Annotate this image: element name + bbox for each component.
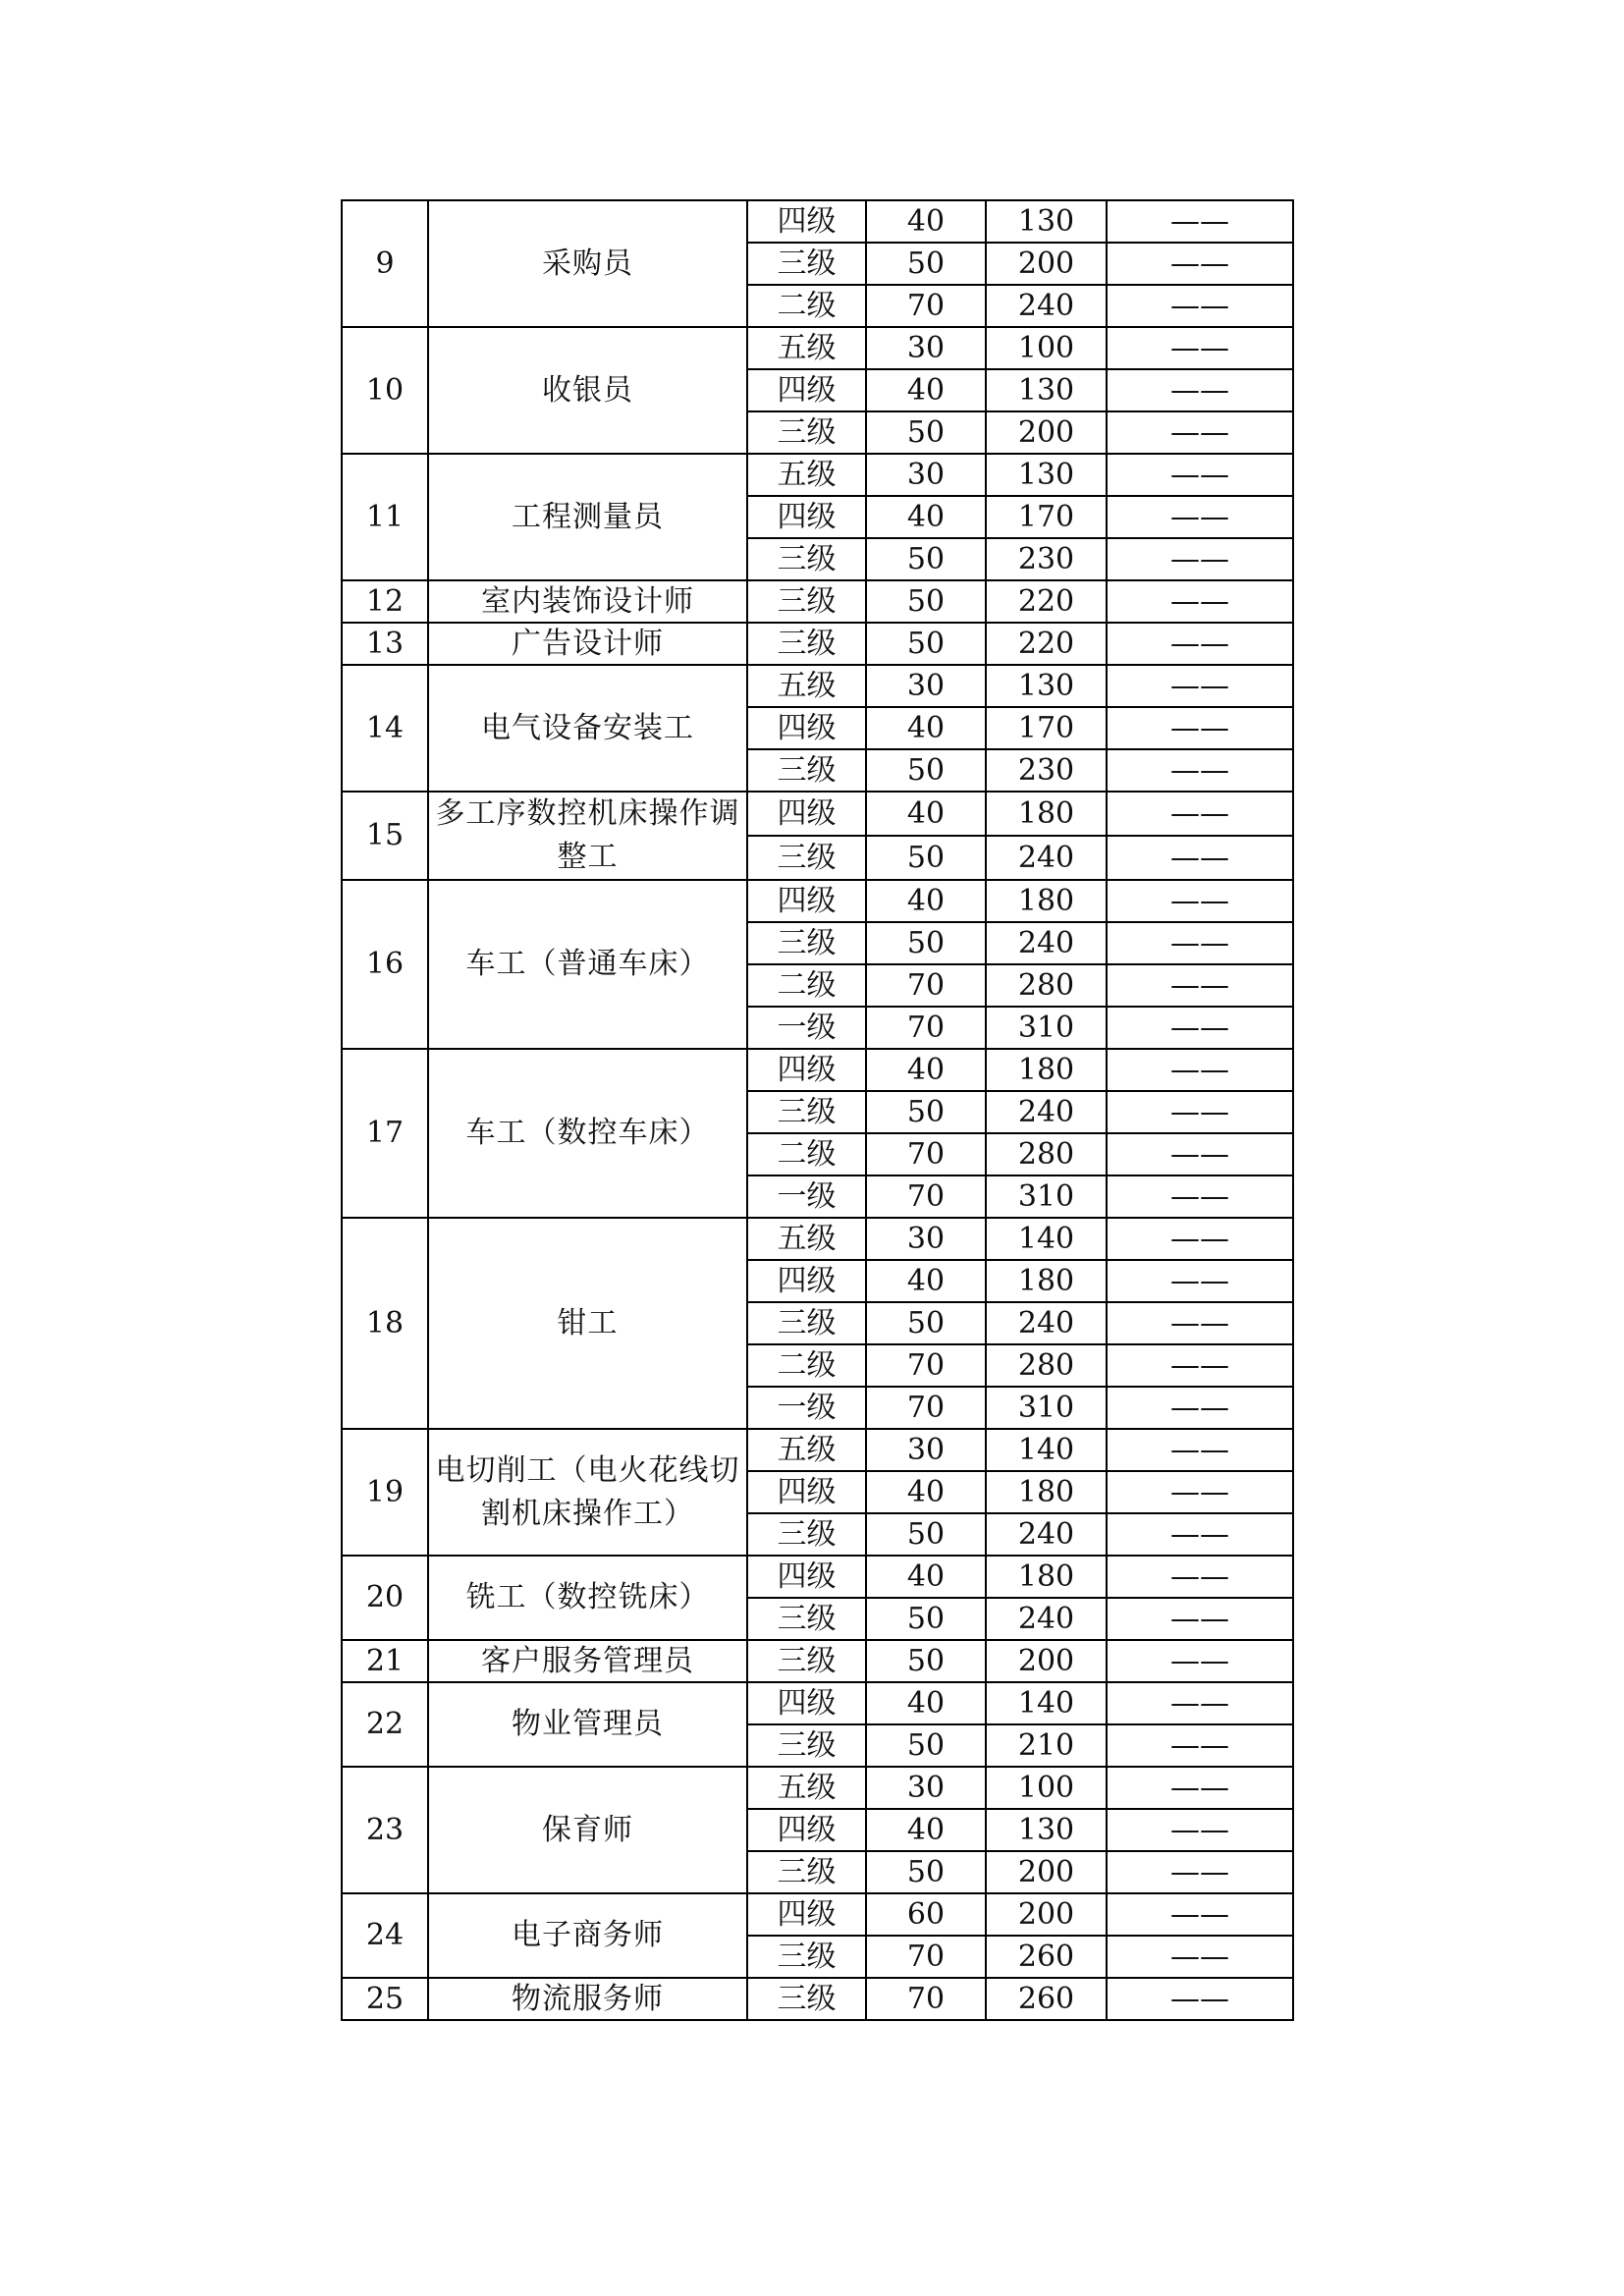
skill-level: 四级 xyxy=(747,1682,866,1724)
occupation-name: 收银员 xyxy=(428,327,747,454)
skill-level: 三级 xyxy=(747,623,866,665)
fee-value-a: 40 xyxy=(866,369,986,411)
skill-level: 三级 xyxy=(747,1936,866,1978)
skill-level: 三级 xyxy=(747,836,866,880)
fee-value-c: —— xyxy=(1107,1133,1293,1175)
occupation-name: 电切削工（电火花线切割机床操作工） xyxy=(428,1429,747,1556)
fee-value-a: 40 xyxy=(866,1556,986,1598)
occupation-number: 22 xyxy=(342,1682,428,1767)
skill-level: 一级 xyxy=(747,1387,866,1429)
fee-value-b: 200 xyxy=(986,1640,1107,1682)
fee-value-b: 260 xyxy=(986,1936,1107,1978)
fee-value-b: 240 xyxy=(986,1598,1107,1640)
skill-level: 四级 xyxy=(747,369,866,411)
fee-value-b: 100 xyxy=(986,327,1107,369)
skill-level: 三级 xyxy=(747,922,866,964)
skill-level: 五级 xyxy=(747,454,866,496)
fee-value-a: 30 xyxy=(866,327,986,369)
occupation-number: 24 xyxy=(342,1893,428,1978)
fee-value-c: —— xyxy=(1107,411,1293,454)
fee-value-b: 200 xyxy=(986,411,1107,454)
fee-value-c: —— xyxy=(1107,749,1293,792)
fee-value-b: 220 xyxy=(986,580,1107,623)
fee-value-a: 70 xyxy=(866,1133,986,1175)
fee-value-b: 180 xyxy=(986,1556,1107,1598)
skill-level: 五级 xyxy=(747,1429,866,1471)
skill-level: 四级 xyxy=(747,1809,866,1851)
fee-value-c: —— xyxy=(1107,1556,1293,1598)
fee-value-b: 240 xyxy=(986,836,1107,880)
fee-value-b: 140 xyxy=(986,1218,1107,1260)
skill-level: 五级 xyxy=(747,1767,866,1809)
occupation-name: 电气设备安装工 xyxy=(428,665,747,792)
fee-value-c: —— xyxy=(1107,1513,1293,1556)
occupation-name: 广告设计师 xyxy=(428,623,747,665)
table-row xyxy=(342,200,1293,243)
fee-value-a: 70 xyxy=(866,1175,986,1218)
occupation-number: 10 xyxy=(342,327,428,454)
fee-value-b: 140 xyxy=(986,1682,1107,1724)
occupation-name: 室内装饰设计师 xyxy=(428,580,747,623)
fee-value-c: —— xyxy=(1107,792,1293,836)
skill-level: 三级 xyxy=(747,1724,866,1767)
fee-value-c: —— xyxy=(1107,1598,1293,1640)
fee-value-a: 40 xyxy=(866,707,986,749)
fee-value-a: 50 xyxy=(866,922,986,964)
fee-value-c: —— xyxy=(1107,1344,1293,1387)
fee-value-c: —— xyxy=(1107,1091,1293,1133)
table-row xyxy=(342,454,1293,496)
fee-value-c: —— xyxy=(1107,285,1293,327)
fee-value-a: 50 xyxy=(866,1724,986,1767)
fee-value-a: 60 xyxy=(866,1893,986,1936)
occupation-name: 客户服务管理员 xyxy=(428,1640,747,1682)
fee-value-a: 40 xyxy=(866,496,986,538)
fee-value-a: 70 xyxy=(866,1936,986,1978)
fee-value-a: 30 xyxy=(866,454,986,496)
fee-value-b: 240 xyxy=(986,1091,1107,1133)
fee-value-a: 40 xyxy=(866,1049,986,1091)
skill-level: 四级 xyxy=(747,880,866,922)
fee-value-c: —— xyxy=(1107,623,1293,665)
fee-value-a: 50 xyxy=(866,1598,986,1640)
table-row xyxy=(342,623,1293,665)
fee-value-c: —— xyxy=(1107,1724,1293,1767)
table-row xyxy=(342,1682,1293,1724)
fee-value-c: —— xyxy=(1107,580,1293,623)
skill-level: 三级 xyxy=(747,1978,866,2020)
table-row xyxy=(342,1218,1293,1260)
occupation-name: 采购员 xyxy=(428,200,747,327)
fee-value-a: 30 xyxy=(866,1218,986,1260)
occupation-number: 11 xyxy=(342,454,428,580)
fee-value-a: 40 xyxy=(866,1260,986,1302)
fee-value-c: —— xyxy=(1107,1175,1293,1218)
fee-value-c: —— xyxy=(1107,1049,1293,1091)
skill-level: 三级 xyxy=(747,1640,866,1682)
fee-value-a: 50 xyxy=(866,1513,986,1556)
fee-value-c: —— xyxy=(1107,369,1293,411)
occupation-number: 14 xyxy=(342,665,428,792)
occupation-name: 铣工（数控铣床） xyxy=(428,1556,747,1640)
fee-value-b: 130 xyxy=(986,665,1107,707)
occupation-name: 车工（数控车床） xyxy=(428,1049,747,1218)
table-row xyxy=(342,792,1293,836)
fee-value-c: —— xyxy=(1107,1682,1293,1724)
skill-level: 五级 xyxy=(747,665,866,707)
fee-value-c: —— xyxy=(1107,707,1293,749)
table-row xyxy=(342,1767,1293,1809)
skill-level: 三级 xyxy=(747,538,866,580)
occupation-name: 工程测量员 xyxy=(428,454,747,580)
fee-value-c: —— xyxy=(1107,327,1293,369)
skill-level: 三级 xyxy=(747,1851,866,1893)
fee-value-b: 170 xyxy=(986,496,1107,538)
table-row xyxy=(342,580,1293,623)
fee-value-a: 50 xyxy=(866,836,986,880)
occupation-number: 16 xyxy=(342,880,428,1049)
fee-value-c: —— xyxy=(1107,964,1293,1007)
fee-value-c: —— xyxy=(1107,200,1293,243)
fee-value-b: 130 xyxy=(986,1809,1107,1851)
fee-value-c: —— xyxy=(1107,665,1293,707)
occupation-name: 多工序数控机床操作调整工 xyxy=(428,792,747,880)
skill-level: 四级 xyxy=(747,792,866,836)
occupation-name: 车工（普通车床） xyxy=(428,880,747,1049)
occupation-number: 12 xyxy=(342,580,428,623)
skill-level: 二级 xyxy=(747,1133,866,1175)
table-body xyxy=(342,200,1293,2020)
fee-value-c: —— xyxy=(1107,1429,1293,1471)
fee-value-a: 50 xyxy=(866,538,986,580)
skill-level: 三级 xyxy=(747,1513,866,1556)
fee-value-a: 70 xyxy=(866,964,986,1007)
fee-value-c: —— xyxy=(1107,1387,1293,1429)
fee-value-c: —— xyxy=(1107,1893,1293,1936)
table-row xyxy=(342,1893,1293,1936)
fee-value-a: 50 xyxy=(866,1640,986,1682)
fee-value-b: 180 xyxy=(986,1471,1107,1513)
occupation-number: 18 xyxy=(342,1218,428,1429)
skill-level: 五级 xyxy=(747,1218,866,1260)
fee-value-a: 50 xyxy=(866,580,986,623)
fee-value-b: 280 xyxy=(986,1133,1107,1175)
fee-value-c: —— xyxy=(1107,1640,1293,1682)
fee-value-b: 220 xyxy=(986,623,1107,665)
skill-level: 三级 xyxy=(747,243,866,285)
fee-value-a: 50 xyxy=(866,1851,986,1893)
skill-level: 一级 xyxy=(747,1007,866,1049)
fee-value-b: 180 xyxy=(986,1049,1107,1091)
fee-value-c: —— xyxy=(1107,1978,1293,2020)
skill-level: 四级 xyxy=(747,1893,866,1936)
fee-value-a: 30 xyxy=(866,1429,986,1471)
skill-level: 四级 xyxy=(747,200,866,243)
fee-value-c: —— xyxy=(1107,454,1293,496)
fee-value-b: 200 xyxy=(986,1893,1107,1936)
fee-value-b: 170 xyxy=(986,707,1107,749)
occupation-number: 19 xyxy=(342,1429,428,1556)
skill-level: 二级 xyxy=(747,964,866,1007)
fee-value-b: 280 xyxy=(986,1344,1107,1387)
occupation-number: 25 xyxy=(342,1978,428,2020)
fee-value-b: 140 xyxy=(986,1429,1107,1471)
skill-level: 四级 xyxy=(747,1049,866,1091)
fee-value-b: 130 xyxy=(986,200,1107,243)
fee-value-b: 240 xyxy=(986,1302,1107,1344)
skill-level: 三级 xyxy=(747,749,866,792)
fee-value-c: —— xyxy=(1107,243,1293,285)
occupation-number: 23 xyxy=(342,1767,428,1893)
skill-level: 二级 xyxy=(747,285,866,327)
fee-value-c: —— xyxy=(1107,496,1293,538)
skill-level: 四级 xyxy=(747,1471,866,1513)
fee-value-b: 180 xyxy=(986,792,1107,836)
fee-value-c: —— xyxy=(1107,1809,1293,1851)
occupation-number: 15 xyxy=(342,792,428,880)
occupation-number: 13 xyxy=(342,623,428,665)
fee-value-b: 130 xyxy=(986,454,1107,496)
occupation-number: 21 xyxy=(342,1640,428,1682)
occupation-fee-table xyxy=(341,199,1294,2021)
fee-value-c: —— xyxy=(1107,1936,1293,1978)
skill-level: 三级 xyxy=(747,580,866,623)
fee-value-b: 240 xyxy=(986,922,1107,964)
fee-value-a: 30 xyxy=(866,1767,986,1809)
fee-value-b: 200 xyxy=(986,243,1107,285)
skill-level: 四级 xyxy=(747,707,866,749)
fee-value-c: —— xyxy=(1107,1767,1293,1809)
fee-value-a: 70 xyxy=(866,1978,986,2020)
skill-level: 四级 xyxy=(747,1556,866,1598)
occupation-name: 钳工 xyxy=(428,1218,747,1429)
occupation-name: 保育师 xyxy=(428,1767,747,1893)
occupation-name: 电子商务师 xyxy=(428,1893,747,1978)
table-row xyxy=(342,880,1293,922)
fee-value-b: 200 xyxy=(986,1851,1107,1893)
table-row xyxy=(342,1556,1293,1598)
skill-level: 三级 xyxy=(747,1302,866,1344)
fee-value-c: —— xyxy=(1107,1302,1293,1344)
fee-value-a: 50 xyxy=(866,623,986,665)
skill-level: 四级 xyxy=(747,496,866,538)
table-row xyxy=(342,1429,1293,1471)
fee-value-b: 100 xyxy=(986,1767,1107,1809)
fee-value-b: 180 xyxy=(986,880,1107,922)
fee-value-c: —— xyxy=(1107,538,1293,580)
fee-value-b: 310 xyxy=(986,1175,1107,1218)
fee-value-a: 70 xyxy=(866,1007,986,1049)
skill-level: 五级 xyxy=(747,327,866,369)
fee-value-a: 50 xyxy=(866,411,986,454)
fee-value-c: —— xyxy=(1107,1471,1293,1513)
fee-value-b: 230 xyxy=(986,749,1107,792)
fee-value-c: —— xyxy=(1107,1851,1293,1893)
skill-level: 三级 xyxy=(747,411,866,454)
fee-value-a: 70 xyxy=(866,1387,986,1429)
fee-value-a: 50 xyxy=(866,749,986,792)
fee-value-a: 40 xyxy=(866,792,986,836)
table-row xyxy=(342,665,1293,707)
occupation-number: 9 xyxy=(342,200,428,327)
skill-level: 一级 xyxy=(747,1175,866,1218)
fee-value-a: 40 xyxy=(866,880,986,922)
fee-value-b: 310 xyxy=(986,1007,1107,1049)
table-row xyxy=(342,1640,1293,1682)
table-row xyxy=(342,1049,1293,1091)
fee-value-a: 40 xyxy=(866,1682,986,1724)
fee-value-a: 50 xyxy=(866,243,986,285)
fee-value-a: 70 xyxy=(866,285,986,327)
fee-value-a: 50 xyxy=(866,1302,986,1344)
skill-level: 四级 xyxy=(747,1260,866,1302)
fee-value-c: —— xyxy=(1107,1260,1293,1302)
table-row xyxy=(342,1978,1293,2020)
fee-value-b: 280 xyxy=(986,964,1107,1007)
fee-value-b: 130 xyxy=(986,369,1107,411)
fee-value-b: 180 xyxy=(986,1260,1107,1302)
skill-level: 三级 xyxy=(747,1091,866,1133)
fee-value-a: 30 xyxy=(866,665,986,707)
fee-value-c: —— xyxy=(1107,1007,1293,1049)
fee-value-a: 70 xyxy=(866,1344,986,1387)
skill-level: 三级 xyxy=(747,1598,866,1640)
fee-value-b: 310 xyxy=(986,1387,1107,1429)
occupation-name: 物流服务师 xyxy=(428,1978,747,2020)
fee-value-b: 240 xyxy=(986,285,1107,327)
fee-value-c: —— xyxy=(1107,880,1293,922)
skill-level: 二级 xyxy=(747,1344,866,1387)
fee-value-c: —— xyxy=(1107,922,1293,964)
fee-value-a: 40 xyxy=(866,1809,986,1851)
fee-value-a: 50 xyxy=(866,1091,986,1133)
table-row xyxy=(342,327,1293,369)
fee-value-c: —— xyxy=(1107,836,1293,880)
occupation-name: 物业管理员 xyxy=(428,1682,747,1767)
fee-value-a: 40 xyxy=(866,1471,986,1513)
fee-value-b: 240 xyxy=(986,1513,1107,1556)
fee-value-b: 230 xyxy=(986,538,1107,580)
fee-value-b: 260 xyxy=(986,1978,1107,2020)
occupation-number: 20 xyxy=(342,1556,428,1640)
fee-value-a: 40 xyxy=(866,200,986,243)
occupation-number: 17 xyxy=(342,1049,428,1218)
fee-value-c: —— xyxy=(1107,1218,1293,1260)
fee-value-b: 210 xyxy=(986,1724,1107,1767)
